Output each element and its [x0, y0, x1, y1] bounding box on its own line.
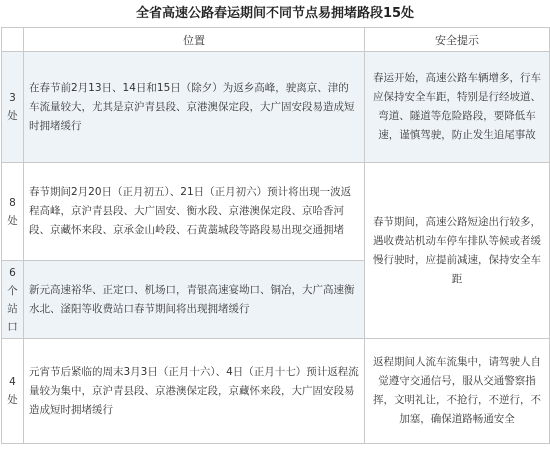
header-count — [2, 28, 24, 52]
row-safety-tip: 返程期间人流车流集中，请驾驶人自觉遵守交通信号，服从交通警察指挥，文明礼让，不抢行，不逆行，不加塞，确保道路畅通安全 — [365, 339, 550, 444]
row-location: 元宵节后紧临的周末3月3日（正月十六）、4日（正月十七）预计返程流量较为集中，京沪青县段、京港澳保定段，京藏怀来段，大广固安段易造成短时拥堵缓行 — [24, 339, 365, 444]
row-count-cell — [2, 163, 24, 261]
row-count-cell — [2, 339, 24, 444]
page-title: 全省高速公路春运期间不同节点易拥堵路段15处 — [135, 6, 415, 21]
row-count: 3处 — [7, 92, 18, 122]
row-count-cell — [2, 261, 24, 339]
congestion-table — [1, 27, 550, 444]
row-count: 6个站口 — [7, 266, 18, 333]
header-location: 位置 — [24, 28, 365, 52]
table-row — [2, 163, 550, 261]
row-location: 新元高速裕华、正定口、机场口，青银高速宴坳口、铜冶，大广高速衡水北、滏阳等收费站口春节期间将出现拥堵缓行 — [24, 261, 365, 339]
row-count: 8处 — [7, 196, 18, 227]
row-count: 4处 — [7, 376, 18, 406]
row-count-cell — [2, 52, 24, 163]
row-location: 春节期间2月20日（正月初五）、21日（正月初六）预计将出现一波返程高峰，京沪青县段、大广固安、衡水段、京港澳保定段、京哈香河段、京藏怀来段、京承金山岭段、石黄藁城段等路段易出现交通拥堵 — [24, 163, 365, 261]
merged-safety-tip: 春节期间，高速公路短途出行较多，遇收费站机动车停车排队等候或者缓慢行驶时，应提前减速，保持安全车距 — [365, 163, 550, 339]
table-header-row — [2, 28, 550, 52]
row-safety-tip: 春运开始，高速公路车辆增多，行车应保持安全车距，特别是行经坡道、弯道、隧道等危险路段，要降低车速，谨慎驾驶，防止发生追尾事故 — [365, 52, 550, 163]
table-row — [2, 52, 550, 163]
header-safety-tip: 安全提示 — [365, 28, 550, 52]
row-location: 在春节前2月13日、14日和15日（除夕）为返乡高峰，驶离京、津的车流量较大，尤其是京沪青县段、京港澳保定段，大广固安段易造成短时拥堵缓行 — [24, 52, 365, 163]
table-row — [2, 339, 550, 444]
